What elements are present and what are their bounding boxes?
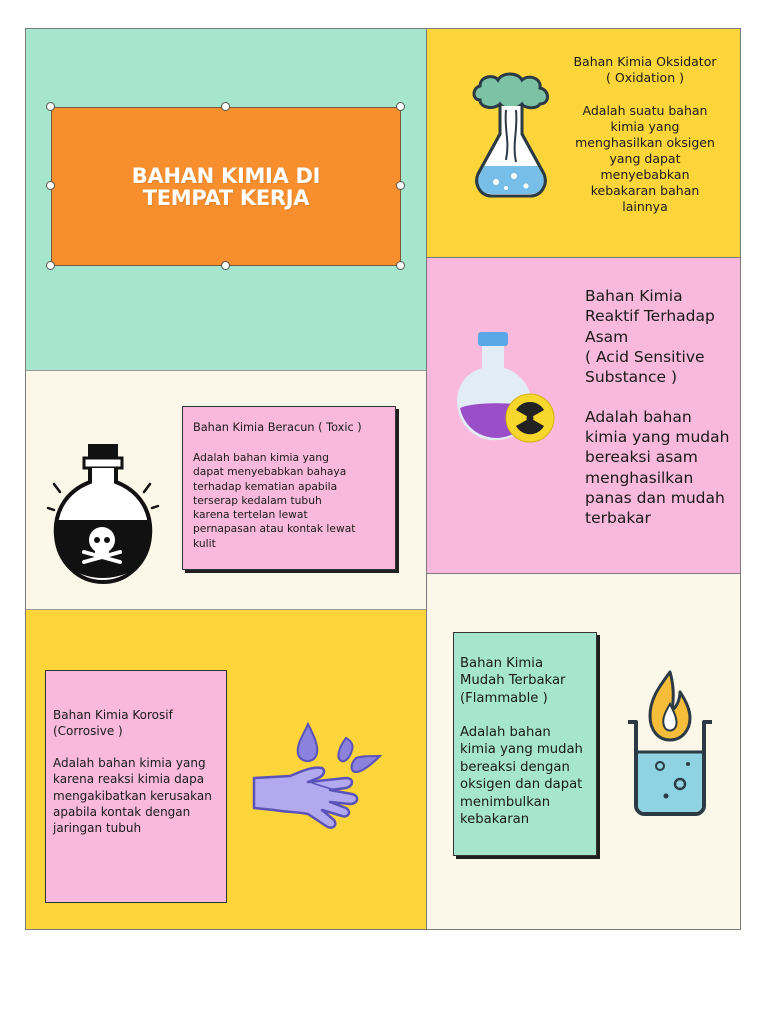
flask-explosion-icon	[470, 70, 552, 202]
resize-handle-left[interactable]	[46, 181, 55, 190]
corrosive-hand-icon	[250, 716, 386, 844]
corrosive-body: Adalah bahan kimia yang karena reaksi kimia dapa mengakibatkan kerusakan apabila kontak dengan jaringan tubuh	[53, 756, 212, 836]
flammable-heading: Bahan Kimia Mudah Terbakar (Flammable )	[460, 656, 566, 706]
corrosive-heading: Bahan Kimia Korosif (Corrosive )	[53, 708, 173, 738]
resize-handle-right[interactable]	[396, 181, 405, 190]
resize-handle-top-left[interactable]	[46, 102, 55, 111]
title-box[interactable]	[51, 107, 401, 266]
poison-bottle-skull-icon	[44, 442, 162, 586]
oxidator-heading: Bahan Kimia Oksidator ( Oxidation )	[573, 54, 717, 85]
toxic-body: Adalah bahan kimia yang dapat menyebabkan bahaya terhadap kematian apabila terserap kedalam tubuh karena tertelan lewat pernapasan atau kontak lewat kulit	[193, 451, 356, 550]
resize-handle-top[interactable]	[221, 102, 230, 111]
acid-heading: Bahan Kimia Reaktif Terhadap Asam ( Acid Sensitive Substance )	[585, 287, 715, 387]
acid-flask-radioactive-icon	[452, 330, 556, 446]
resize-handle-bottom-left[interactable]	[46, 261, 55, 270]
oxidator-body: Adalah suatu bahan kimia yang menghasilkan oksigen yang dapat menyebabkan kebakaran bahan lainnya	[575, 103, 715, 214]
fire-beaker-icon	[624, 668, 716, 816]
resize-handle-bottom-right[interactable]	[396, 261, 405, 270]
resize-handle-bottom[interactable]	[221, 261, 230, 270]
resize-handle-top-right[interactable]	[396, 102, 405, 111]
page-title: BAHAN KIMIA DI TEMPAT KERJA	[131, 163, 321, 210]
acid-body: Adalah bahan kimia yang mudah bereaksi asam menghasilkan panas dan mudah terbakar	[585, 408, 730, 528]
toxic-heading: Bahan Kimia Beracun ( Toxic )	[193, 421, 362, 434]
flammable-body: Adalah bahan kimia yang mudah bereaksi dengan oksigen dan dapat menimbulkan kebakaran	[460, 725, 583, 828]
